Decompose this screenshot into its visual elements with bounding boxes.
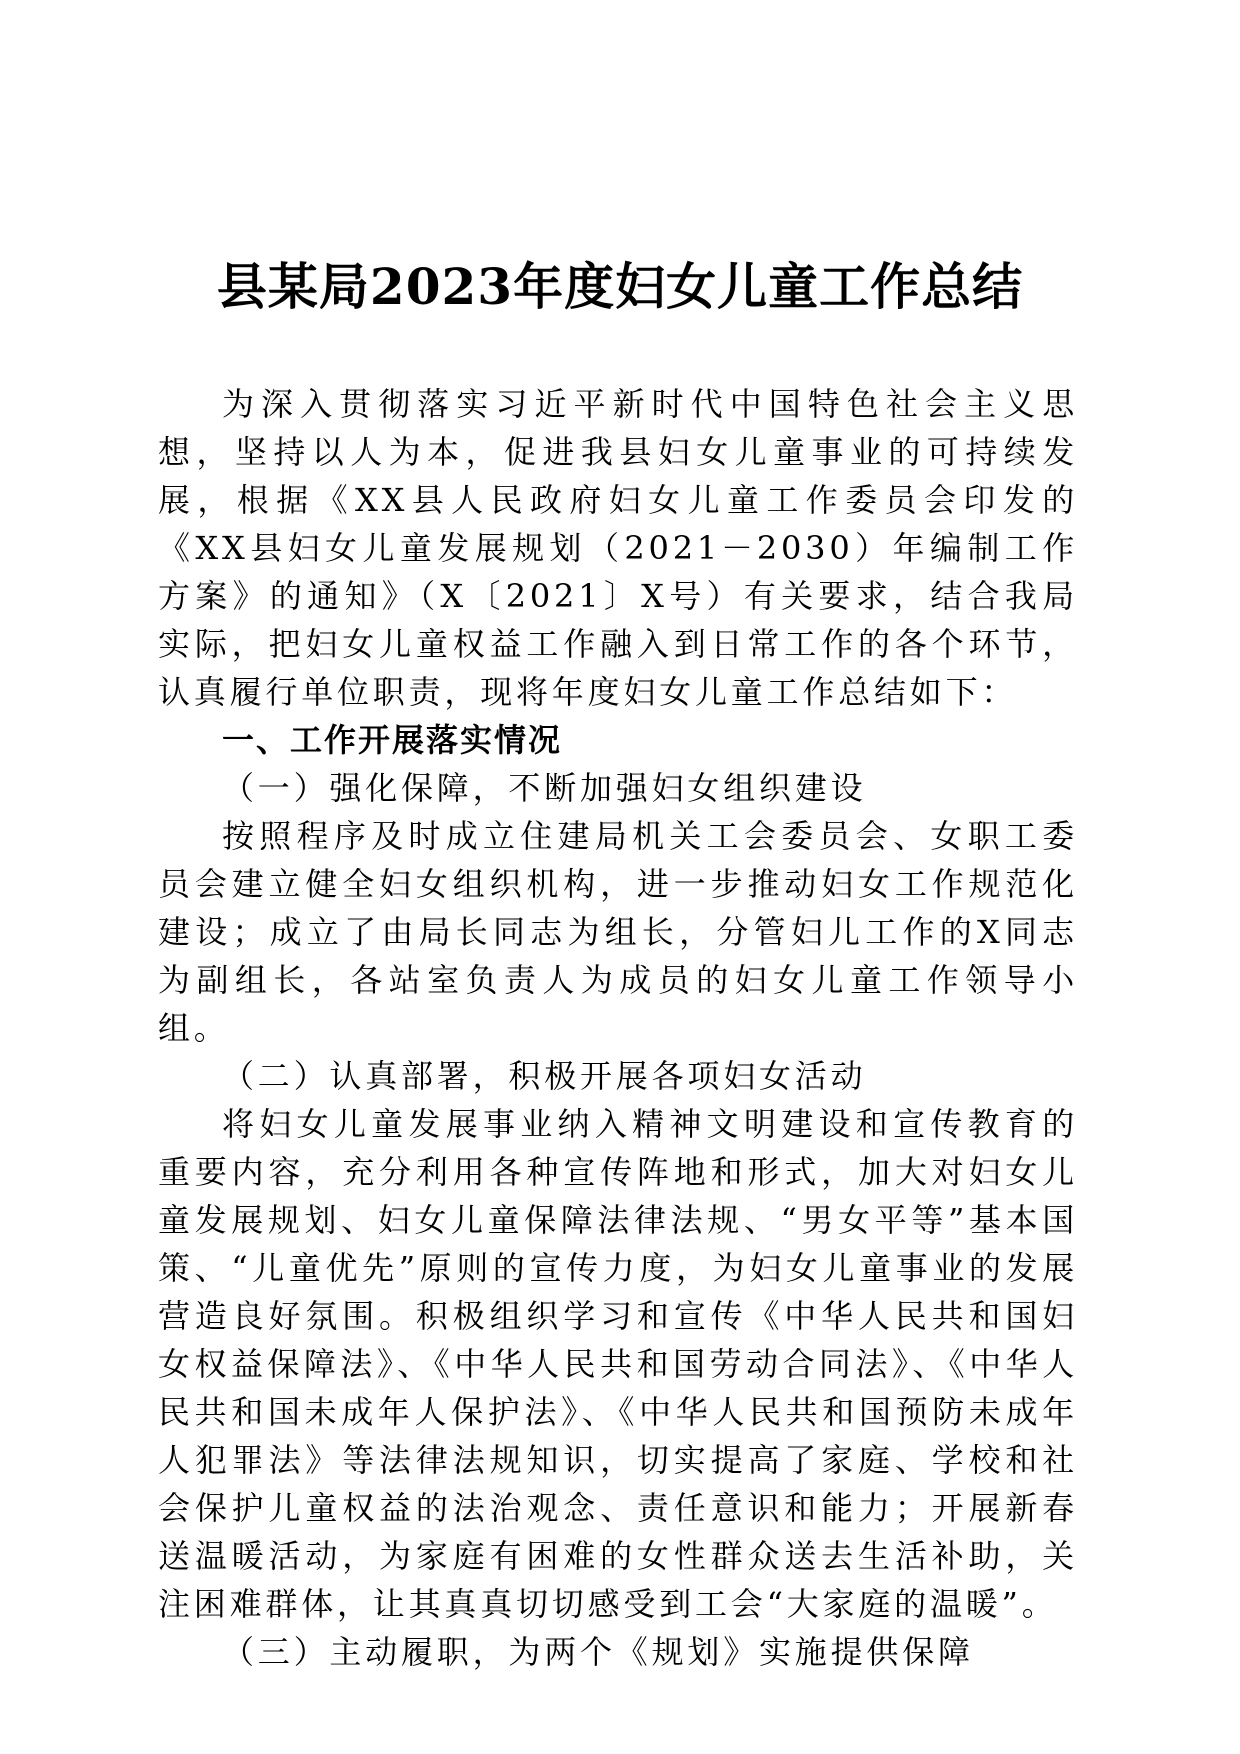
- subsection-paragraph-2: 将妇女儿童发展事业纳入精神文明建设和宣传教育的重要内容，充分利用各种宣传阵地和形式，加大对妇女儿童发展规划、妇女儿童保障法律法规、“男女平等”基本国策、“儿童优先”原则的宣传力度，为妇女儿童事业的发展营造良好氛围。积极组织学习和宣传《中华人民共和国妇女权益保障法》、《中华人民共和国劳动合同法》、《中华人民共和国未成年人保护法》、《中华人民共和国预防未成年人犯罪法》等法律法规知识，切实提高了家庭、学校和社会保护儿童权益的法治观念、责任意识和能力；开展新春送温暖活动，为家庭有困难的女性群众送去生活补助，关注困难群体，让其真真切切感受到工会“大家庭的温暖”。: [158, 1105, 1078, 1623]
- section-heading-1: 一、工作开展落实情况: [222, 721, 563, 759]
- document-title: 县某局2023年度妇女儿童工作总结: [216, 257, 1024, 316]
- intro-paragraph: 为深入贯彻落实习近平新时代中国特色社会主义思想，坚持以人为本，促进我县妇女儿童事业的可持续发展，根据《XX县人民政府妇女儿童工作委员会印发的《XX县妇女儿童发展规划（2021－2030）年编制工作方案》的通知》（X〔2021〕X号）有关要求，结合我局实际，把妇女儿童权益工作融入到日常工作的各个环节，认真履行单位职责，现将年度妇女儿童工作总结如下：: [158, 385, 1078, 711]
- subsection-heading-1: （一）强化保障，不断加强妇女组织建设: [222, 769, 867, 807]
- subsection-paragraph-1: 按照程序及时成立住建局机关工会委员会、女职工委员会建立健全妇女组织机构，进一步推动妇女工作规范化建设；成立了由局长同志为组长，分管妇儿工作的X同志为副组长，各站室负责人为成员的妇女儿童工作领导小组。: [158, 817, 1078, 1047]
- document-body: [158, 380, 1078, 1676]
- subsection-heading-3: （三）主动履职，为两个《规划》实施提供保障: [222, 1633, 974, 1671]
- subsection-heading-2: （二）认真部署，积极开展各项妇女活动: [222, 1057, 867, 1095]
